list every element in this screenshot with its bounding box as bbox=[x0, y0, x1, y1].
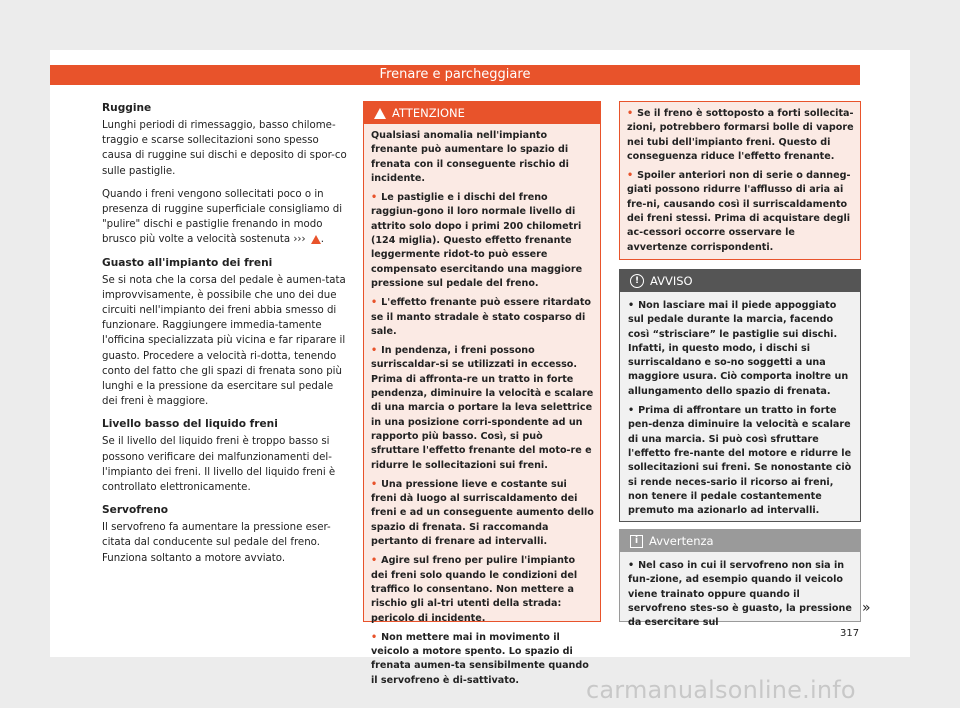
list-item: • In pendenza, i freni possono surriscaldar-si se utilizzati in eccesso. Prima di affronta-re un tratto in forte pendenza, diminuire la velocità e scalare di una marcia o portare la leva selettrice in una posizione corri-spondente ad un rapporto più basso. Così, si può sfruttare l'effetto frenante del moto-re e ridurre le sollecitazioni sui freni. bbox=[371, 345, 594, 471]
section-heading: Ruggine bbox=[102, 102, 152, 114]
main-text-column bbox=[102, 101, 350, 574]
list-item: • Non lasciare mai il piede appoggiato sul pedale durante la marcia, facendo così “strisciare” le pastiglie sui dischi. Infatti, in questo modo, i dischi si surriscaldano e so-no soggetti a una maggiore usura. Ciò comporta inoltre un allungamento dello spazio di frenata. bbox=[628, 300, 849, 397]
list-item: • Prima di affrontare un tratto in forte pen-denza diminuire la velocità e scalare di una marcia. Si può così sfruttare l'effetto fre-nante del motore e ridurre le sollecitazioni sui freni. Se nonostante ciò si rende neces-sario il ricorso ai freni, non tenere il pedale costantemente premuto ma azionarlo ad intervalli. bbox=[628, 405, 852, 517]
avviso-list bbox=[628, 299, 852, 518]
attenzione-continued-body bbox=[620, 102, 860, 255]
list-item: • Non mettere mai in movimento il veicolo a motore spento. Lo spazio di frenata aumen-ta sensibilmente quando il servofreno è di-sattivato. bbox=[371, 631, 589, 686]
section-heading: Servofreno bbox=[102, 504, 169, 517]
section-ruggine bbox=[102, 101, 350, 248]
list-item: • L'effetto frenante può essere ritardato se il manto stradale è stato cosparso di sale. bbox=[371, 297, 592, 337]
info-icon: i bbox=[630, 535, 643, 548]
avviso-box bbox=[619, 269, 861, 522]
avvertenza-title: Avvertenza bbox=[649, 534, 714, 548]
warning-icon bbox=[311, 235, 321, 244]
avvertenza-body bbox=[620, 552, 860, 630]
warning-icon bbox=[374, 108, 386, 119]
paragraph: Il servofreno fa aumentare la pressione eser-citata dal conducente sul pedale del freno. Funziona soltanto a motore avviato. bbox=[102, 522, 331, 564]
avvertenza-list bbox=[628, 559, 852, 630]
page-header: Frenare e parcheggiare bbox=[50, 65, 860, 85]
attenzione-body bbox=[364, 124, 600, 688]
section-guasto bbox=[102, 256, 350, 410]
paragraph: Lunghi periodi di rimessaggio, basso chilome-traggio e scarse sollecitazioni sono spesso causa di ruggine sui dischi e deposito di spor-co sulle pastiglie. bbox=[102, 120, 347, 177]
paragraph: Quando i freni vengono sollecitati poco o in presenza di ruggine superficiale consigliamo di "pulire" dischi e pastiglie frenando in modo brusco più volte a velocità sostenuta ››› . bbox=[102, 188, 343, 246]
attenzione-title: ATTENZIONE bbox=[392, 106, 465, 120]
attenzione-box bbox=[363, 101, 601, 686]
list-item: • Le pastiglie e i dischi del freno raggiun-gono il loro normale livello di attrito solo dopo i primi 200 chilometri (124 miglia). Questo effetto frenante leggermente ridot-to può essere compensato esercitando una maggiore pressione sul pedale del freno. bbox=[371, 192, 583, 289]
watermark: carmanualsonline.info bbox=[586, 676, 856, 704]
list-item: • Spoiler anteriori non di serie o danneg-giati possono ridurre l'afflusso di aria ai fre-ni, causando così il surriscaldamento dei freni stessi. Prima di acquistare degli ac-cessori occorre osservare le avvertenze corrispondenti. bbox=[627, 170, 851, 253]
attenzione-header bbox=[364, 102, 600, 124]
avviso-header bbox=[620, 270, 860, 292]
notice-icon: ! bbox=[630, 274, 644, 288]
paragraph: Se si nota che la corsa del pedale è aumen-tata improvvisamente, è possibile che uno dei due circuiti nell'impianto dei freni abbia smesso di funzionare. Raggiungere immedia-tamente l'officina specializzata più vicina e far riparare il guasto. Procedere a velocità ri-dotta, tenendo conto del fatto che gli spazi di frenata sono più lunghi e la pressione da esercitare sul pedale dei freni è maggiore. bbox=[102, 274, 346, 408]
list-item: • Nel caso in cui il servofreno non sia in fun-zione, ad esempio quando il veicolo viene trainato oppure quando il servofreno stes-so è guasto, la pressione da esercitare sul bbox=[628, 560, 852, 629]
continue-arrow: » bbox=[862, 600, 871, 616]
attenzione-continued-list bbox=[627, 107, 854, 255]
list-item: • Agire sul freno per pulire l'impianto dei freni solo quando le condizioni del traffico lo consentano. Non mettere a rischio gli al-tri utenti della strada: pericolo di incidente. bbox=[371, 555, 578, 624]
attenzione-intro: Qualsiasi anomalia nell'impianto frenante può aumentare lo spazio di frenata con il conseguente rischio di incidente. bbox=[371, 130, 569, 184]
paragraph: Se il livello del liquido freni è troppo basso si possono verificare dei malfunzionamenti del-l'impianto dei freni. Il livello del liquido freni è controllato elettronicamente. bbox=[102, 436, 336, 494]
page-number: 317 bbox=[840, 628, 860, 639]
section-heading: Livello basso del liquido freni bbox=[102, 418, 278, 431]
section-servofreno bbox=[102, 503, 350, 566]
avviso-title: AVVISO bbox=[650, 274, 693, 288]
avvertenza-header bbox=[620, 530, 860, 552]
list-item: • Una pressione lieve e costante sui freni dà luogo al surriscaldamento dei freni e ad un conseguente aumento dello spazio di frenata. Si raccomanda pertanto di frenare ad intervalli. bbox=[371, 478, 594, 548]
section-liquido bbox=[102, 417, 350, 495]
list-item: • Se il freno è sottoposto a forti sollecita-zioni, potrebbero formarsi bolle di vapore nei tubi dell'impianto freni. Questo di conseguenza riduce l'effetto frenante. bbox=[627, 108, 854, 162]
attenzione-continued-box bbox=[619, 101, 861, 260]
section-heading: Guasto all'impianto dei freni bbox=[102, 256, 273, 269]
attenzione-list bbox=[371, 191, 594, 688]
avvertenza-box bbox=[619, 529, 861, 629]
avviso-body bbox=[620, 292, 860, 518]
